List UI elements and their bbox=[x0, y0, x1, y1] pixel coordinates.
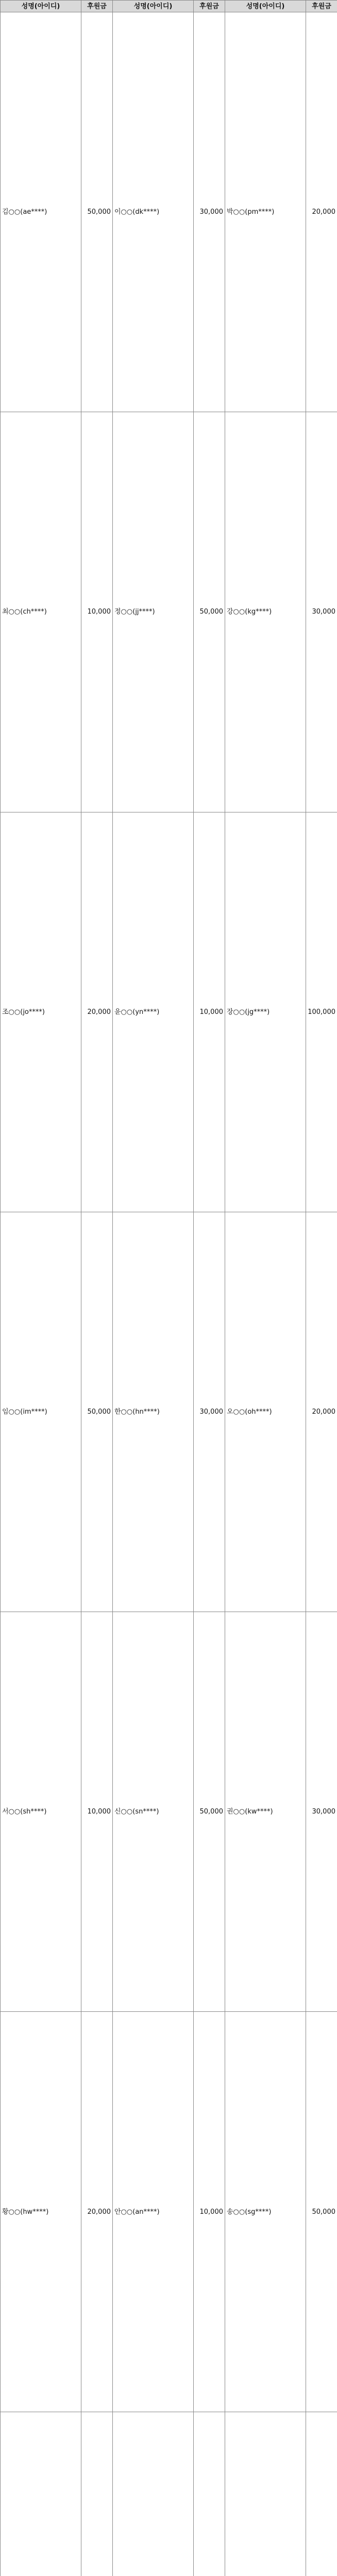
donor-name bbox=[225, 2412, 306, 2576]
donor-name: 안○○(an****) bbox=[113, 2012, 194, 2412]
donation-amount: 20,000 bbox=[306, 12, 337, 412]
table-row bbox=[1, 1612, 337, 2012]
donation-amount: 20,000 bbox=[306, 1212, 337, 1612]
table-row bbox=[1, 2412, 337, 2576]
donor-name: 서○○(sh****) bbox=[1, 1612, 81, 2012]
donation-amount bbox=[194, 2412, 225, 2576]
column-header-amount: 후원금 bbox=[306, 1, 337, 12]
donation-amount: 50,000 bbox=[194, 412, 225, 812]
donation-amount: 20,000 bbox=[81, 2012, 113, 2412]
donor-name: 임○○(im****) bbox=[1, 1212, 81, 1612]
table-body bbox=[1, 12, 337, 2576]
donor-name: 최○○(ch****) bbox=[1, 412, 81, 812]
donation-amount: 30,000 bbox=[306, 412, 337, 812]
donor-name: 조○○(jo****) bbox=[1, 812, 81, 1212]
donation-amount: 50,000 bbox=[81, 1212, 113, 1612]
donation-amount: 30,000 bbox=[306, 1612, 337, 2012]
donor-name: 황○○(hw****) bbox=[1, 2012, 81, 2412]
donor-name bbox=[1, 2412, 81, 2576]
donor-name: 윤○○(yn****) bbox=[113, 812, 194, 1212]
donor-name: 권○○(kw****) bbox=[225, 1612, 306, 2012]
column-header-amount: 후원금 bbox=[194, 1, 225, 12]
donation-amount: 10,000 bbox=[194, 812, 225, 1212]
column-header-name: 성명(아이디) bbox=[1, 1, 81, 12]
column-header-name: 성명(아이디) bbox=[113, 1, 194, 12]
donation-amount: 50,000 bbox=[306, 2012, 337, 2412]
donor-name: 장○○(jg****) bbox=[225, 812, 306, 1212]
donor-name bbox=[113, 2412, 194, 2576]
table-row bbox=[1, 812, 337, 1212]
header-row bbox=[1, 1, 337, 12]
donor-name: 신○○(sn****) bbox=[113, 1612, 194, 2012]
donor-name: 오○○(oh****) bbox=[225, 1212, 306, 1612]
donor-name: 강○○(kg****) bbox=[225, 412, 306, 812]
donation-amount: 10,000 bbox=[194, 2012, 225, 2412]
donation-amount: 50,000 bbox=[81, 12, 113, 412]
donor-name: 정○○(jj****) bbox=[113, 412, 194, 812]
donation-amount: 10,000 bbox=[81, 412, 113, 812]
column-header-amount: 후원금 bbox=[81, 1, 113, 12]
donor-name: 박○○(pm****) bbox=[225, 12, 306, 412]
donation-amount: 30,000 bbox=[194, 12, 225, 412]
donation-amount: 50,000 bbox=[194, 1612, 225, 2012]
donation-amount bbox=[306, 2412, 337, 2576]
column-header-name: 성명(아이디) bbox=[225, 1, 306, 12]
table-row bbox=[1, 412, 337, 812]
donor-name: 이○○(dk****) bbox=[113, 12, 194, 412]
table-row bbox=[1, 2012, 337, 2412]
donor-name: 김○○(ae****) bbox=[1, 12, 81, 412]
donation-amount bbox=[81, 2412, 113, 2576]
donation-amount: 30,000 bbox=[194, 1212, 225, 1612]
donation-amount: 20,000 bbox=[81, 812, 113, 1212]
donor-name: 한○○(hn****) bbox=[113, 1212, 194, 1612]
donation-amount: 10,000 bbox=[81, 1612, 113, 2012]
table-row bbox=[1, 1212, 337, 1612]
donation-amount: 100,000 bbox=[306, 812, 337, 1212]
table-row bbox=[1, 12, 337, 412]
donor-name: 송○○(sg****) bbox=[225, 2012, 306, 2412]
